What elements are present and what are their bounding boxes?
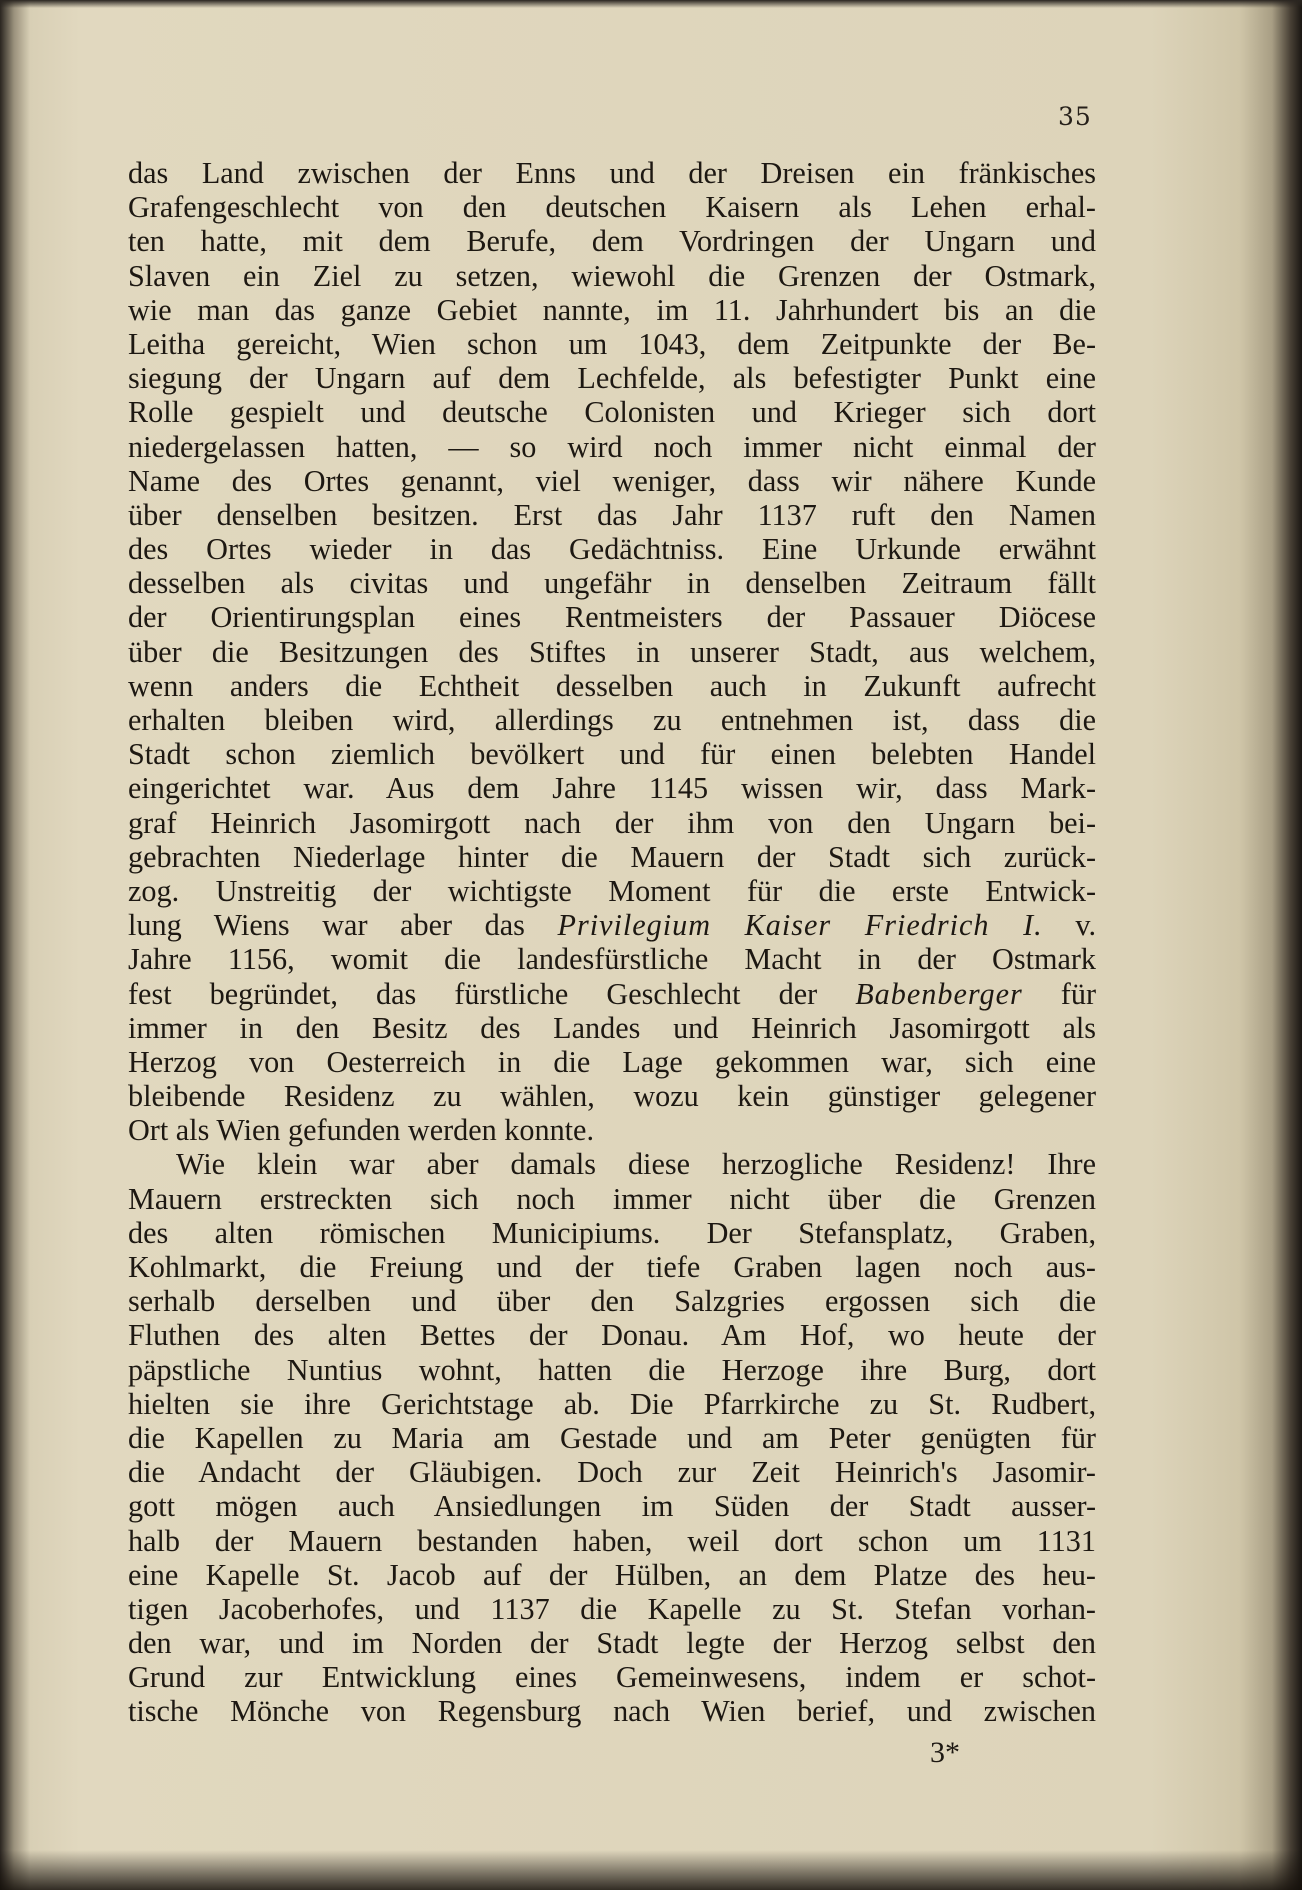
italic-emphasis: Babenberger xyxy=(855,976,1023,1011)
text-line: halb der Mauern bestanden haben, weil dort schon um 1131 xyxy=(128,1523,1096,1558)
body-text xyxy=(128,156,1096,1729)
text-line: Stadt schon ziemlich bevölkert und für einen belebten Handel xyxy=(128,737,1096,772)
page-bottom-shadow xyxy=(0,1850,1302,1890)
text-line: des alten römischen Municipiums. Der Stefansplatz, Graben, xyxy=(128,1215,1096,1250)
text-line: graf Heinrich Jasomirgott nach der ihm von den Ungarn bei- xyxy=(128,805,1096,840)
text-line: Slaven ein Ziel zu setzen, wiewohl die Grenzen der Ostmark, xyxy=(128,258,1096,293)
text-line: wie man das ganze Gebiet nannte, im 11. Jahrhundert bis an die xyxy=(128,292,1096,327)
text-line: hielten sie ihre Gerichtstage ab. Die Pfarrkirche zu St. Rudbert, xyxy=(128,1386,1096,1421)
text-line: erhalten bleiben wird, allerdings zu entnehmen ist, dass die xyxy=(128,703,1096,737)
text-line: die Kapellen zu Maria am Gestade und am Peter genügten für xyxy=(128,1420,1096,1455)
text-line: Grund zur Entwicklung eines Gemeinwesens, indem er schot- xyxy=(128,1660,1096,1695)
text-line: desselben als civitas und ungefähr in denselben Zeitraum fällt xyxy=(128,566,1096,601)
text-line: eingerichtet war. Aus dem Jahre 1145 wissen wir, dass Mark- xyxy=(128,771,1096,806)
text-segment: lung Wiens war aber das xyxy=(128,908,558,943)
paragraph-2 xyxy=(128,1147,1096,1728)
text-line: Ort als Wien gefunden werden konnte. xyxy=(128,1113,594,1148)
italic-emphasis: Privilegium Kaiser Friedrich I. xyxy=(557,908,1043,943)
text-line: tische Mönche von Regensburg nach Wien berief, und zwischen xyxy=(128,1694,1096,1729)
text-line: der Orientirungsplan eines Rentmeisters der Passauer Diöcese xyxy=(128,600,1096,635)
text-segment: für xyxy=(1022,976,1097,1011)
text-line: bleibende Residenz zu wählen, wozu kein günstiger gelegener xyxy=(128,1079,1096,1114)
text-line: den war, und im Norden der Stadt legte der Herzog selbst den xyxy=(128,1626,1096,1661)
text-line: serhalb derselben und über den Salzgries ergossen sich die xyxy=(128,1284,1096,1319)
text-line: Fluthen des alten Bettes der Donau. Am Hof, wo heute der xyxy=(128,1318,1096,1353)
text-line-with-italic xyxy=(128,908,1096,942)
text-line: Leitha gereicht, Wien schon um 1043, dem Zeitpunkte der Be- xyxy=(128,326,1096,361)
text-segment: v. xyxy=(1042,908,1096,943)
text-line: tigen Jacoberhofes, und 1137 die Kapelle zu St. Stefan vorhan- xyxy=(128,1591,1096,1626)
text-line: Mauern erstreckten sich noch immer nicht über die Grenzen xyxy=(128,1181,1096,1216)
text-line: Wie klein war aber damals diese herzogliche Residenz! Ihre xyxy=(176,1147,1096,1182)
text-line: Kohlmarkt, die Freiung und der tiefe Graben lagen noch aus- xyxy=(128,1250,1096,1284)
text-line: eine Kapelle St. Jacob auf der Hülben, an dem Platze des heu- xyxy=(128,1557,1096,1592)
text-line: päpstliche Nuntius wohnt, hatten die Herzoge ihre Burg, dort xyxy=(128,1352,1096,1387)
text-line: niedergelassen hatten, — so wird noch immer nicht einmal der xyxy=(128,429,1096,464)
text-line: Rolle gespielt und deutsche Colonisten und Krieger sich dort xyxy=(128,395,1096,430)
text-line: über denselben besitzen. Erst das Jahr 1137 ruft den Namen xyxy=(128,497,1096,532)
page-number: 35 xyxy=(1058,102,1092,131)
page-top-edge xyxy=(0,0,1302,8)
text-line: gott mögen auch Ansiedlungen im Süden der Stadt ausser- xyxy=(128,1489,1096,1524)
text-line: Name des Ortes genannt, viel weniger, dass wir nähere Kunde xyxy=(128,463,1096,498)
text-line-with-italic xyxy=(128,977,1096,1011)
text-line: das Land zwischen der Enns und der Dreisen ein fränkisches xyxy=(128,156,1096,190)
text-line: siegung der Ungarn auf dem Lechfelde, als befestigter Punkt eine xyxy=(128,361,1096,396)
text-line: zog. Unstreitig der wichtigste Moment für die erste Entwick- xyxy=(128,873,1096,908)
text-segment: fest begründet, das fürstliche Geschlecht der xyxy=(128,976,856,1011)
text-line: Herzog von Oesterreich in die Lage gekommen war, sich eine xyxy=(128,1044,1096,1079)
text-line: die Andacht der Gläubigen. Doch zur Zeit Heinrich's Jasomir- xyxy=(128,1455,1096,1490)
text-line: Jahre 1156, womit die landesfürstliche Macht in der Ostmark xyxy=(128,942,1096,977)
text-line: ten hatte, mit dem Berufe, dem Vordringen der Ungarn und xyxy=(128,224,1096,259)
paragraph-1 xyxy=(128,156,1096,1147)
text-line: über die Besitzungen des Stiftes in unserer Stadt, aus welchem, xyxy=(128,634,1096,669)
text-line: immer in den Besitz des Landes und Heinrich Jasomirgott als xyxy=(128,1010,1096,1045)
sheet-signature-mark: 3* xyxy=(930,1736,960,1769)
text-line: Grafengeschlecht von den deutschen Kaisern als Lehen erhal- xyxy=(128,190,1096,225)
text-line: gebrachten Niederlage hinter die Mauern der Stadt sich zurück- xyxy=(128,839,1096,874)
text-line: wenn anders die Echtheit desselben auch in Zukunft aufrecht xyxy=(128,668,1096,703)
text-line: des Ortes wieder in das Gedächtniss. Eine Urkunde erwähnt xyxy=(128,532,1096,567)
